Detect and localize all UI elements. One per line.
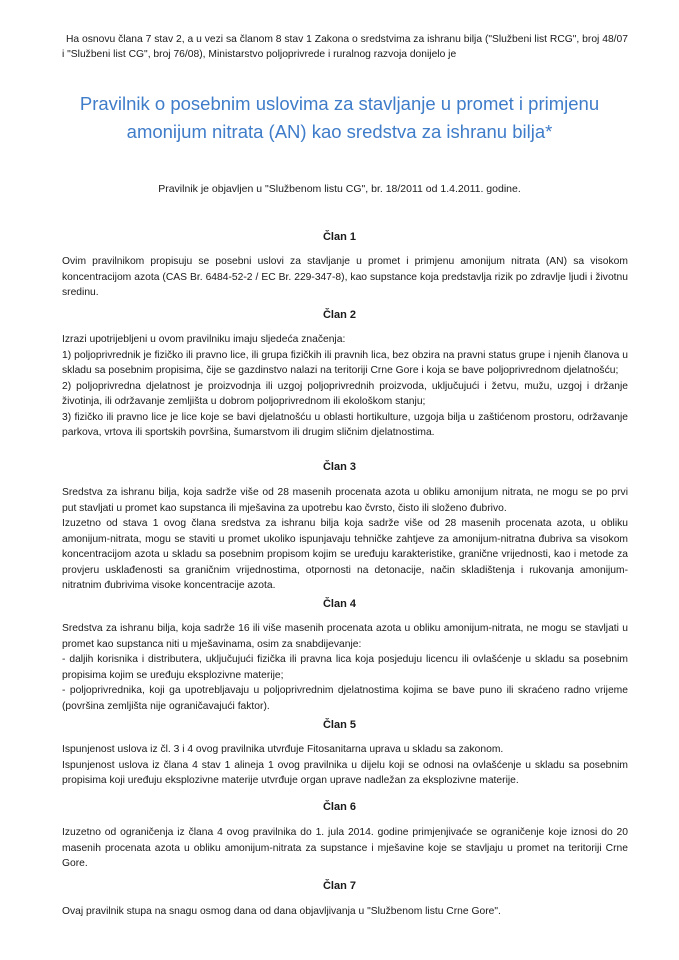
document-title: Pravilnik o posebnim uslovima za stavljanje u promet i primjenu amonijum nitrata (AN) kao sredstva za ishranu bilja* <box>79 93 600 142</box>
article-3-paragraph: Izuzetno od stava 1 ovog člana sredstva za ishranu bilja koja sadrže više od 28 masenih procenata azota, u obliku amonijum-nitrata, mogu se staviti u promet ukoliko ispunjavaju tehničke zahtjeve za amonijum-nitratna đubriva sa visokom koncentracijom azota u skladu sa posebnim propisom kojim se uređuju karakteristike, granične vrijednosti, kao i metode za provjeru usklađenosti sa graničnim vrijednostima, otpornosti na detonacije, način skladištenja i rukovanja amonijum-nitratnim đubrivima visoke koncentracije azota. <box>62 518 628 591</box>
article-2-paragraph: 3) fizičko ili pravno lice je lice koje se bavi djelatnošću u oblasti hortikulture, uzgoja bilja u zaštićenom prostoru, održavanje parkova, vrtova ili sportskih površina, šumarstvom ili drugim sličnim djelatnostima. <box>62 411 628 438</box>
article-2-body <box>62 332 628 441</box>
article-3-paragraph: Sredstva za ishranu bilja, koja sadrže više od 28 masenih procenata azota u obliku amonijum nitrata, ne mogu se po prvi put stavljati u promet kao supstanca ili mješavina za upotrebu kao čvrsto, čisto ili složeno đubrivo. <box>62 487 628 514</box>
article-5-paragraph: Ispunjenost uslova iz čl. 3 i 4 ovog pravilnika utvrđuje Fitosanitarna uprava u skladu sa zakonom. <box>62 744 504 755</box>
article-4-paragraph: - daljih korisnika i distributera, uključujući fizička ili pravna lica koja posjeduju licencu ili ovlašćenje u skladu sa posebnim propisima kojim se uređuju eksplozivne materije; <box>62 654 628 681</box>
article-5-paragraph: Ispunjenost uslova iz člana 4 stav 1 alineja 1 ovog pravilnika u dijelu koji se odnosi na ovlašćenje u skladu sa posebnim propisima koji uređuju eksplozivne materije utvrđuje organ uprave nadležan za eksplozivne materije. <box>62 759 628 786</box>
article-1-paragraph: Ovim pravilnikom propisuju se posebni uslovi za stavljanje u promet i primjenu amonijum nitrata (AN) sa visokom koncentracijom azota (CAS Br. 6484-52-2 / EC Br. 229-347-8), kao supstance koja predstavlja rizik po zdravlje ljudi i životnu sredinu. <box>62 256 628 298</box>
preamble: Ha osnovu člana 7 stav 2, a u vezi sa članom 8 stav 1 Zakona o sredstvima za ishranu bilja ("Službeni list RCG", broj 48/07 i "Službeni list CG", broj 76/08), Ministarstvo poljoprivrede i ruralnog razvoja donijelo je <box>62 34 628 60</box>
article-5-body <box>62 742 628 789</box>
article-6-paragraph: Izuzetno od ograničenja iz člana 4 ovog pravilnika do 1. jula 2014. godine primjenjivaće se ograničenje koje iznosi do 20 masenih procenata azota u obliku amonijum-nitrata za supstance i mješavine koje se stavljaju u promet na teritoriji Crne Gore. <box>62 827 628 869</box>
article-6-body <box>62 825 628 872</box>
article-5-heading: Član 5 <box>322 719 356 731</box>
publication-note: Pravilnik je objavljen u "Službenom listu CG", br. 18/2011 od 1.4.2011. godine. <box>158 183 521 195</box>
article-3-body <box>62 485 628 594</box>
article-1-heading: Član 1 <box>322 231 356 243</box>
article-7-heading: Član 7 <box>322 880 356 892</box>
article-1-body <box>62 254 628 301</box>
article-2-paragraph: 1) poljoprivrednik je fizičko ili pravno lice, ili grupa fizičkih ili pravnih lica, bez obzira na pravni status grupe i njenih članova u skladu sa posebnim propisima, čije se gazdinstvo nalazi na teritoriji Crne Gore i koja se bave poljoprivrednom djelatnošću; <box>62 349 628 376</box>
article-4-body <box>62 621 628 714</box>
article-7-body <box>62 904 628 920</box>
article-4-paragraph: - poljoprivrednika, koji ga upotrebljavaju u poljoprivrednim djelatnostima kojima se bave puno ili skraćeno radno vrijeme (površina zemljišta nije ograničavajući faktor). <box>62 685 628 712</box>
article-2-paragraph: 2) poljoprivredna djelatnost je proizvodnja ili uzgoj poljoprivrednih proizvoda, uključujući i žetvu, mužu, uzgoj i držanje životinja, ili održavanje zemljišta u dobrom poljoprivrednom ili ekološkom stanju; <box>62 380 628 407</box>
article-2-heading: Član 2 <box>322 309 356 321</box>
article-7-paragraph: Ovaj pravilnik stupa na snagu osmog dana od dana objavljivanja u "Službenom listu Crne Gore". <box>62 906 501 917</box>
article-4-paragraph: Sredstva za ishranu bilja, koja sadrže 16 ili više masenih procenata azota u obliku amonijum-nitrata, ne mogu se stavljati u promet kao supstanca niti u mješavinama, osim za snabdijevanje: <box>62 623 628 650</box>
article-2-paragraph: Izrazi upotrijebljeni u ovom pravilniku imaju sljedeća značenja: <box>62 334 346 345</box>
article-3-heading: Član 3 <box>322 461 356 473</box>
article-6-heading: Član 6 <box>322 801 356 813</box>
article-4-heading: Član 4 <box>322 598 356 610</box>
